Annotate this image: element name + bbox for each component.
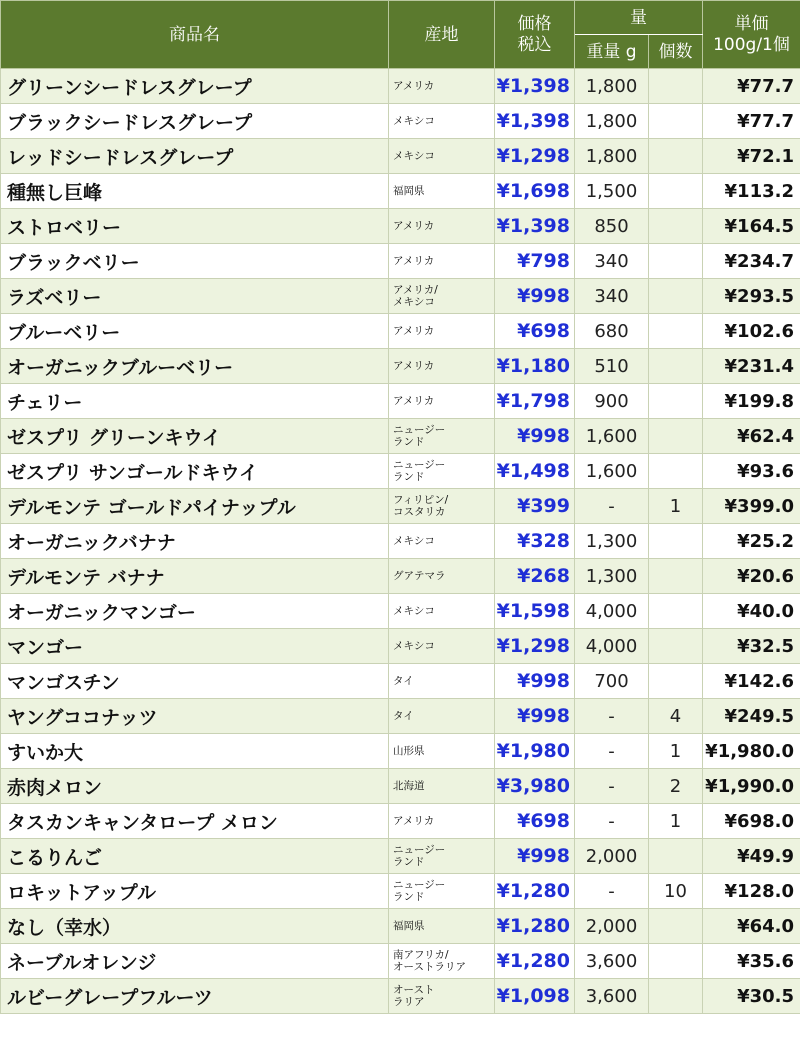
product-name-cell: グリーンシードレスグレープ: [1, 69, 389, 104]
origin-cell: アメリカ: [389, 349, 495, 384]
weight-cell: -: [575, 734, 649, 769]
weight-cell: 1,800: [575, 104, 649, 139]
table-row: [1, 629, 800, 664]
origin-cell: オースト ラリア: [389, 979, 495, 1014]
weight-cell: 4,000: [575, 629, 649, 664]
table-header: [1, 1, 800, 69]
table-row: [1, 314, 800, 349]
weight-cell: 680: [575, 314, 649, 349]
product-name-cell: オーガニックブルーベリー: [1, 349, 389, 384]
product-name-cell: ヤングココナッツ: [1, 699, 389, 734]
count-cell: [649, 419, 703, 454]
count-cell: [649, 594, 703, 629]
price-cell: ¥1,280: [495, 874, 575, 909]
origin-cell: アメリカ: [389, 804, 495, 839]
unit-price-cell: ¥32.5: [703, 629, 800, 664]
origin-cell: メキシコ: [389, 629, 495, 664]
price-cell: ¥998: [495, 664, 575, 699]
count-cell: [649, 174, 703, 209]
price-cell: ¥1,180: [495, 349, 575, 384]
price-cell: ¥268: [495, 559, 575, 594]
count-cell: [649, 944, 703, 979]
table-row: [1, 104, 800, 139]
table-row: [1, 279, 800, 314]
table-row: [1, 769, 800, 804]
unit-price-cell: ¥698.0: [703, 804, 800, 839]
table-row: [1, 209, 800, 244]
origin-cell: 北海道: [389, 769, 495, 804]
origin-cell: メキシコ: [389, 524, 495, 559]
count-cell: [649, 209, 703, 244]
price-cell: ¥1,698: [495, 174, 575, 209]
price-cell: ¥399: [495, 489, 575, 524]
product-name-cell: ロキットアップル: [1, 874, 389, 909]
weight-cell: 2,000: [575, 909, 649, 944]
price-cell: ¥998: [495, 839, 575, 874]
weight-cell: 1,600: [575, 454, 649, 489]
unit-price-cell: ¥142.6: [703, 664, 800, 699]
origin-cell: アメリカ: [389, 244, 495, 279]
count-cell: 10: [649, 874, 703, 909]
unit-price-cell: ¥102.6: [703, 314, 800, 349]
unit-price-cell: ¥25.2: [703, 524, 800, 559]
count-cell: [649, 559, 703, 594]
unit-price-cell: ¥62.4: [703, 419, 800, 454]
weight-cell: 1,800: [575, 139, 649, 174]
unit-price-cell: ¥64.0: [703, 909, 800, 944]
table-row: [1, 489, 800, 524]
header-price-line1: 価格: [517, 13, 552, 34]
price-cell: ¥998: [495, 419, 575, 454]
origin-cell: アメリカ/ メキシコ: [389, 279, 495, 314]
product-name-cell: デルモンテ バナナ: [1, 559, 389, 594]
table-row: [1, 699, 800, 734]
weight-cell: 700: [575, 664, 649, 699]
product-name-cell: ブラックベリー: [1, 244, 389, 279]
origin-cell: メキシコ: [389, 594, 495, 629]
weight-cell: 3,600: [575, 944, 649, 979]
weight-cell: 4,000: [575, 594, 649, 629]
product-name-cell: オーガニックマンゴー: [1, 594, 389, 629]
count-cell: 1: [649, 734, 703, 769]
origin-cell: グアテマラ: [389, 559, 495, 594]
table-row: [1, 454, 800, 489]
table-row: [1, 874, 800, 909]
count-cell: [649, 104, 703, 139]
price-cell: ¥798: [495, 244, 575, 279]
header-weight: 重量 g: [575, 35, 649, 69]
weight-cell: 340: [575, 279, 649, 314]
count-cell: [649, 454, 703, 489]
origin-cell: フィリピン/ コスタリカ: [389, 489, 495, 524]
origin-cell: アメリカ: [389, 384, 495, 419]
price-cell: ¥998: [495, 699, 575, 734]
header-name: 商品名: [1, 1, 389, 69]
count-cell: [649, 349, 703, 384]
unit-price-cell: ¥49.9: [703, 839, 800, 874]
count-cell: [649, 279, 703, 314]
table-row: [1, 979, 800, 1014]
header-origin: 産地: [389, 1, 495, 69]
origin-cell: アメリカ: [389, 209, 495, 244]
weight-cell: -: [575, 804, 649, 839]
table-row: [1, 69, 800, 104]
count-cell: [649, 664, 703, 699]
origin-cell: 福岡県: [389, 909, 495, 944]
weight-cell: 1,800: [575, 69, 649, 104]
count-cell: [649, 909, 703, 944]
weight-cell: -: [575, 699, 649, 734]
weight-cell: 1,300: [575, 524, 649, 559]
header-price-line2: 税込: [517, 34, 552, 55]
price-cell: ¥1,980: [495, 734, 575, 769]
product-name-cell: ブルーベリー: [1, 314, 389, 349]
weight-cell: 1,500: [575, 174, 649, 209]
price-cell: ¥1,298: [495, 139, 575, 174]
product-name-cell: タスカンキャンタロープ メロン: [1, 804, 389, 839]
product-name-cell: マンゴー: [1, 629, 389, 664]
product-name-cell: ラズベリー: [1, 279, 389, 314]
count-cell: [649, 69, 703, 104]
price-cell: ¥998: [495, 279, 575, 314]
price-cell: ¥1,398: [495, 209, 575, 244]
header-qty: 量: [575, 1, 703, 35]
count-cell: 1: [649, 489, 703, 524]
weight-cell: -: [575, 489, 649, 524]
unit-price-cell: ¥199.8: [703, 384, 800, 419]
table-row: [1, 139, 800, 174]
unit-price-cell: ¥20.6: [703, 559, 800, 594]
weight-cell: -: [575, 874, 649, 909]
unit-price-cell: ¥1,990.0: [703, 769, 800, 804]
table-row: [1, 559, 800, 594]
table-row: [1, 909, 800, 944]
product-name-cell: デルモンテ ゴールドパイナップル: [1, 489, 389, 524]
count-cell: [649, 384, 703, 419]
weight-cell: 510: [575, 349, 649, 384]
origin-cell: メキシコ: [389, 139, 495, 174]
origin-cell: タイ: [389, 664, 495, 699]
weight-cell: 2,000: [575, 839, 649, 874]
origin-cell: ニュージー ランド: [389, 454, 495, 489]
unit-price-cell: ¥72.1: [703, 139, 800, 174]
unit-price-cell: ¥293.5: [703, 279, 800, 314]
count-cell: [649, 979, 703, 1014]
count-cell: [649, 244, 703, 279]
product-name-cell: すいか大: [1, 734, 389, 769]
origin-cell: ニュージー ランド: [389, 419, 495, 454]
count-cell: [649, 314, 703, 349]
origin-cell: ニュージー ランド: [389, 839, 495, 874]
price-cell: ¥1,098: [495, 979, 575, 1014]
header-unit: [703, 1, 800, 69]
count-cell: [649, 524, 703, 559]
product-name-cell: マンゴスチン: [1, 664, 389, 699]
unit-price-cell: ¥399.0: [703, 489, 800, 524]
product-name-cell: オーガニックバナナ: [1, 524, 389, 559]
origin-cell: 福岡県: [389, 174, 495, 209]
origin-cell: アメリカ: [389, 314, 495, 349]
unit-price-cell: ¥164.5: [703, 209, 800, 244]
weight-cell: 900: [575, 384, 649, 419]
unit-price-cell: ¥1,980.0: [703, 734, 800, 769]
table-row: [1, 419, 800, 454]
unit-price-cell: ¥113.2: [703, 174, 800, 209]
unit-price-cell: ¥35.6: [703, 944, 800, 979]
table-row: [1, 244, 800, 279]
product-name-cell: ネーブルオレンジ: [1, 944, 389, 979]
product-name-cell: ゼスプリ グリーンキウイ: [1, 419, 389, 454]
unit-price-cell: ¥249.5: [703, 699, 800, 734]
product-name-cell: こるりんご: [1, 839, 389, 874]
unit-price-cell: ¥40.0: [703, 594, 800, 629]
origin-cell: ニュージー ランド: [389, 874, 495, 909]
price-cell: ¥698: [495, 804, 575, 839]
table-row: [1, 839, 800, 874]
table-row: [1, 594, 800, 629]
table-row: [1, 734, 800, 769]
unit-price-cell: ¥234.7: [703, 244, 800, 279]
origin-cell: タイ: [389, 699, 495, 734]
price-cell: ¥1,798: [495, 384, 575, 419]
count-cell: 2: [649, 769, 703, 804]
origin-cell: メキシコ: [389, 104, 495, 139]
origin-cell: 南アフリカ/ オーストラリア: [389, 944, 495, 979]
table-row: [1, 384, 800, 419]
table-row: [1, 664, 800, 699]
table-row: [1, 944, 800, 979]
unit-price-cell: ¥128.0: [703, 874, 800, 909]
product-name-cell: ブラックシードレスグレープ: [1, 104, 389, 139]
unit-price-cell: ¥30.5: [703, 979, 800, 1014]
weight-cell: 1,600: [575, 419, 649, 454]
count-cell: [649, 629, 703, 664]
origin-cell: 山形県: [389, 734, 495, 769]
header-unit-line2: 100g/1個: [713, 34, 790, 55]
weight-cell: 850: [575, 209, 649, 244]
table-body: [1, 69, 800, 1014]
weight-cell: -: [575, 769, 649, 804]
unit-price-cell: ¥77.7: [703, 69, 800, 104]
price-cell: ¥328: [495, 524, 575, 559]
table-row: [1, 524, 800, 559]
origin-cell: アメリカ: [389, 69, 495, 104]
price-cell: ¥1,398: [495, 69, 575, 104]
product-name-cell: ルビーグレープフルーツ: [1, 979, 389, 1014]
header-count: 個数: [649, 35, 703, 69]
product-name-cell: ゼスプリ サンゴールドキウイ: [1, 454, 389, 489]
unit-price-cell: ¥231.4: [703, 349, 800, 384]
price-cell: ¥1,398: [495, 104, 575, 139]
table-row: [1, 174, 800, 209]
header-unit-line1: 単価: [734, 13, 769, 34]
product-name-cell: 種無し巨峰: [1, 174, 389, 209]
price-cell: ¥698: [495, 314, 575, 349]
unit-price-cell: ¥77.7: [703, 104, 800, 139]
price-cell: ¥1,280: [495, 944, 575, 979]
weight-cell: 1,300: [575, 559, 649, 594]
count-cell: 1: [649, 804, 703, 839]
weight-cell: 3,600: [575, 979, 649, 1014]
price-cell: ¥1,498: [495, 454, 575, 489]
count-cell: 4: [649, 699, 703, 734]
product-name-cell: 赤肉メロン: [1, 769, 389, 804]
count-cell: [649, 139, 703, 174]
header-price: [495, 1, 575, 69]
table-row: [1, 349, 800, 384]
price-cell: ¥1,298: [495, 629, 575, 664]
weight-cell: 340: [575, 244, 649, 279]
price-cell: ¥1,280: [495, 909, 575, 944]
price-cell: ¥1,598: [495, 594, 575, 629]
product-name-cell: なし（幸水）: [1, 909, 389, 944]
count-cell: [649, 839, 703, 874]
table-row: [1, 804, 800, 839]
product-name-cell: ストロベリー: [1, 209, 389, 244]
unit-price-cell: ¥93.6: [703, 454, 800, 489]
price-cell: ¥3,980: [495, 769, 575, 804]
product-name-cell: レッドシードレスグレープ: [1, 139, 389, 174]
product-name-cell: チェリー: [1, 384, 389, 419]
